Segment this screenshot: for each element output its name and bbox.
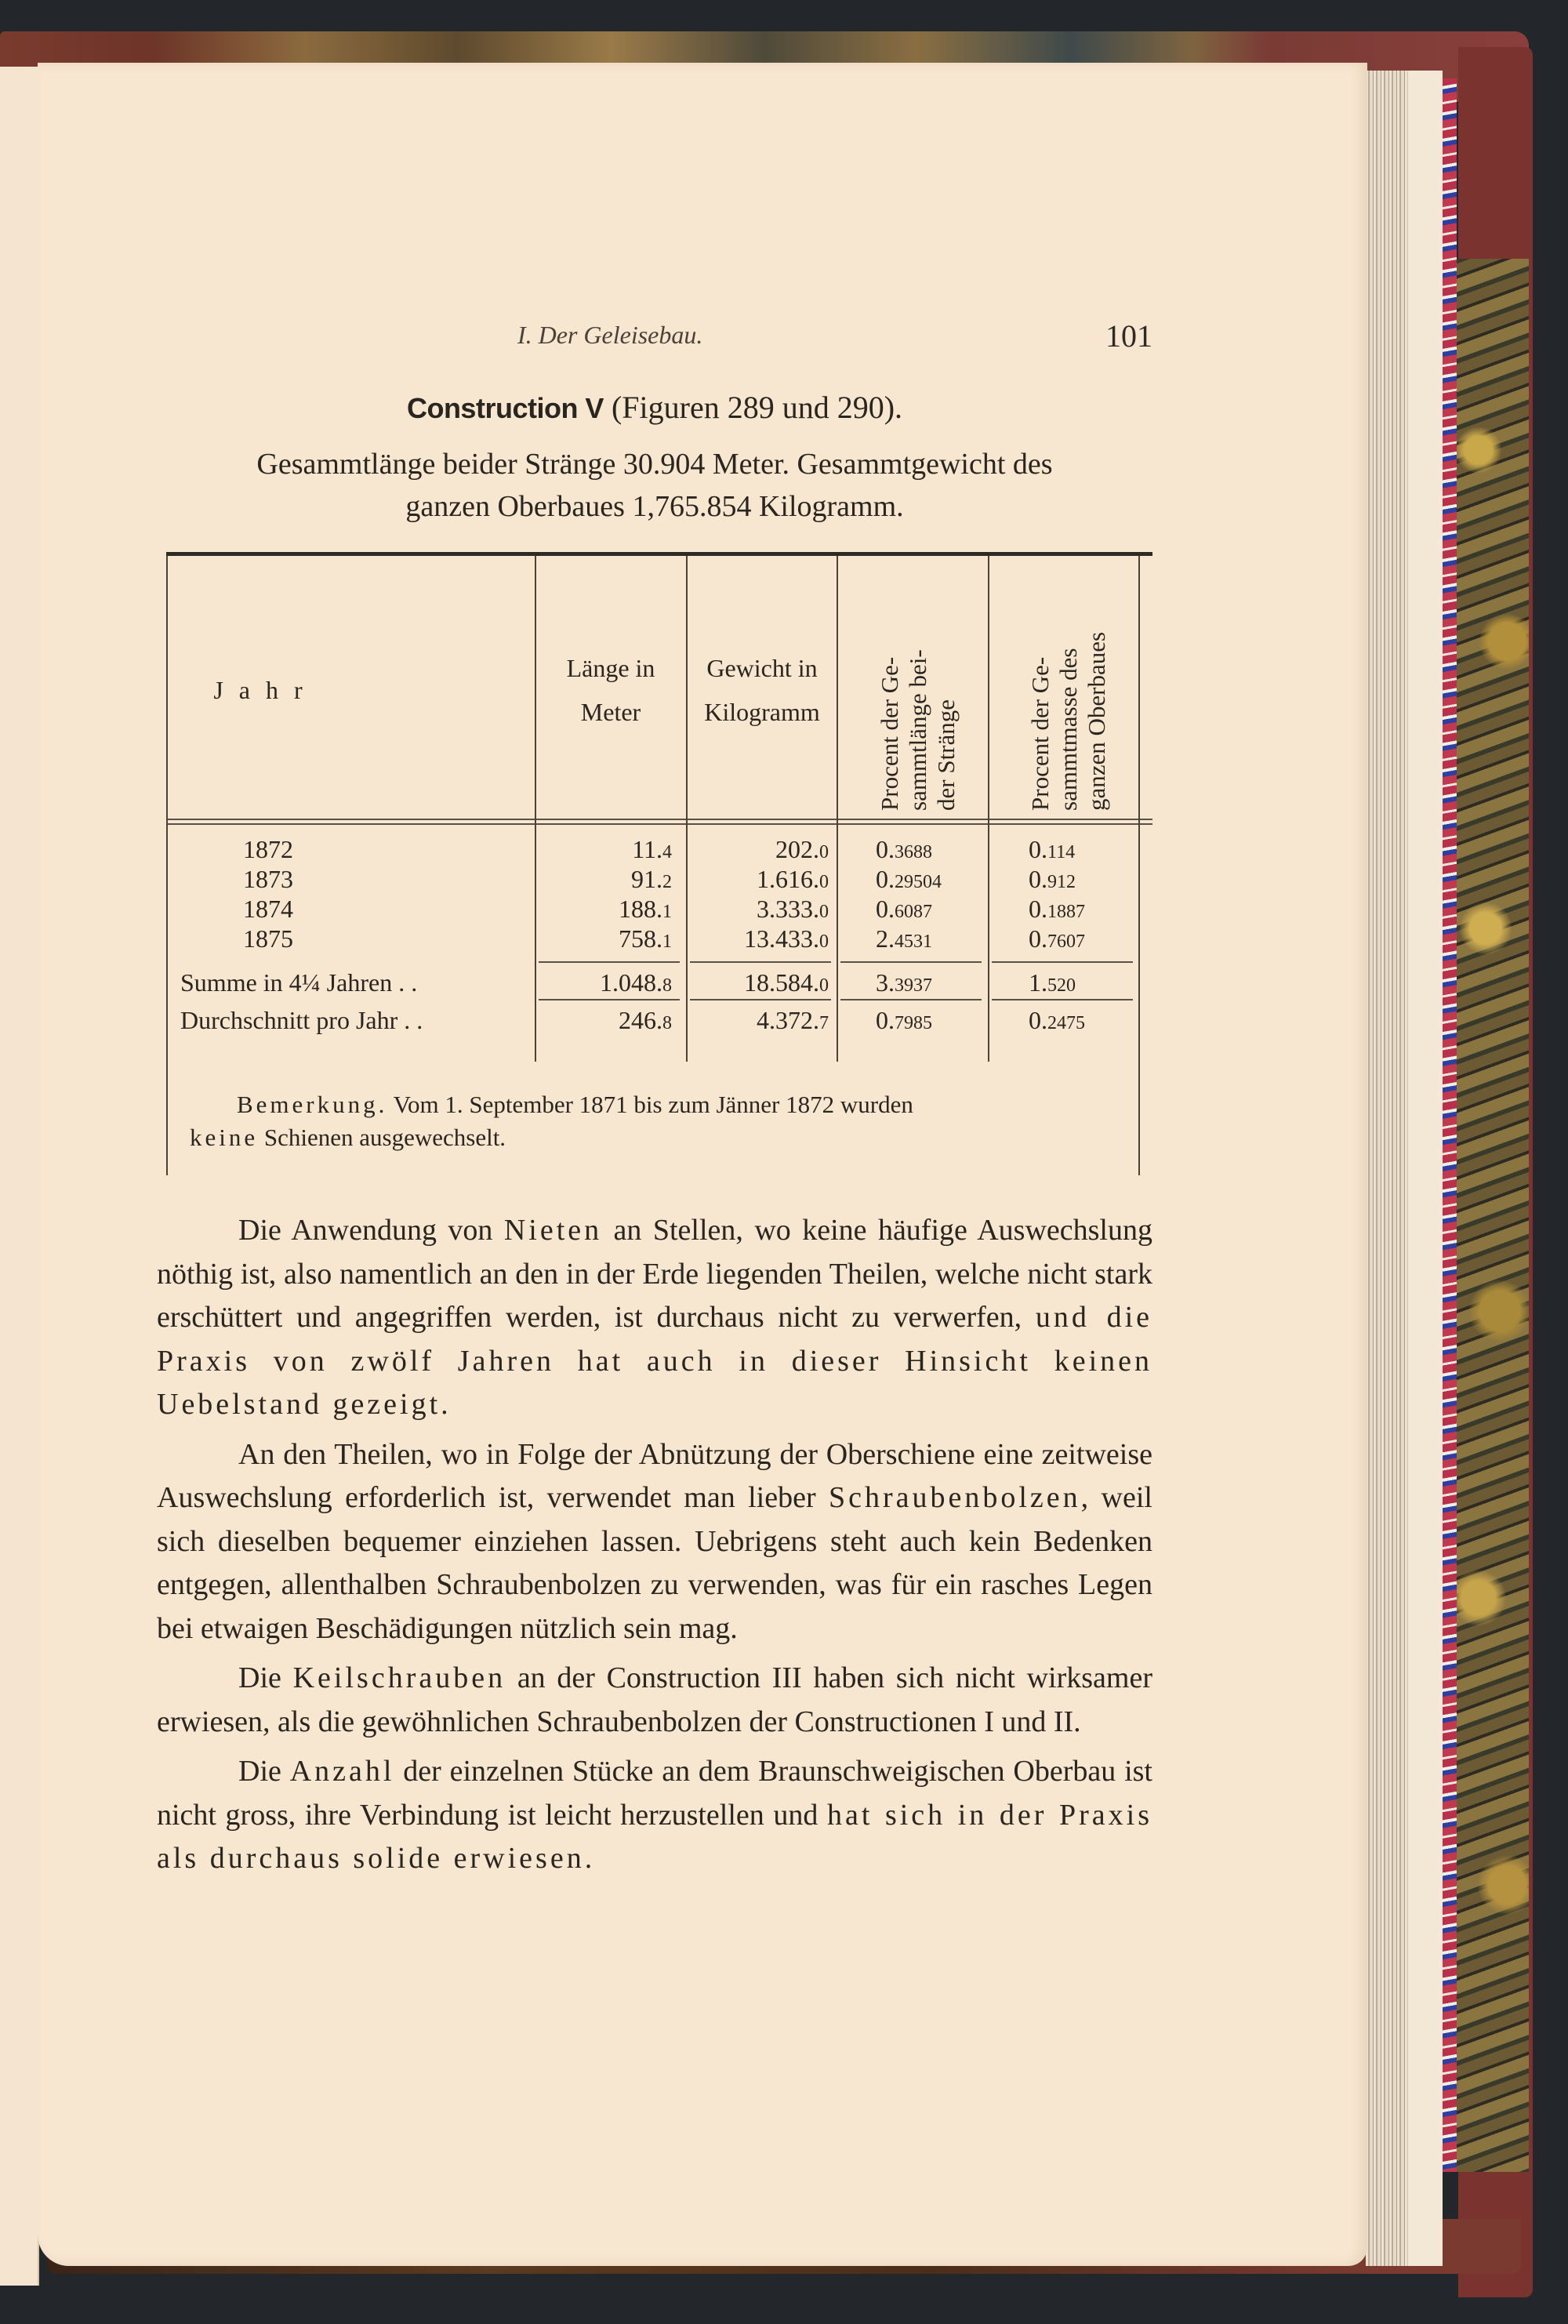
value-decimal: 7607 [1047,931,1085,952]
pct-mass-cell [1029,834,1075,867]
weight-cell [757,894,829,927]
value-decimal: 8 [662,975,672,996]
value-decimal: 4 [662,842,672,862]
length-cell [619,924,672,957]
header-separator-2 [166,823,1152,825]
value-integer: 202. [775,835,819,863]
avg-rule-pct-length [840,999,982,1000]
length-cell [631,864,672,897]
running-head-title: I. Der Geleisebau. [517,321,703,349]
col-divider-3 [837,556,838,1062]
value-decimal: 1 [662,931,672,952]
paragraph-text: an Stellen, wo keine häufige Auswechslung nöthig ist, also namentlich an den in der Erde liegenden Theilen, welche nicht stark erschüttert und angegriffen werden, ist durchaus nicht zu verwerfen, [157,1214,1152,1334]
note-label: Bemerkung. [237,1091,388,1118]
value-integer: 188. [619,895,662,923]
pct-mass-cell [1029,924,1085,957]
value-decimal: 8 [662,1013,672,1033]
header-separator [166,819,1152,820]
value-decimal: 4531 [895,931,932,952]
weight-cell [775,834,829,867]
avg-rule-weight [690,999,831,1000]
value-integer: 4.372. [757,1006,819,1034]
header-weight-line-2: Kilogramm [704,698,820,726]
section-title-rest: (Figuren 289 und 290). [603,390,903,425]
value-integer: 0. [876,865,895,893]
value-integer: 0. [1029,924,1047,953]
emphasized-text: Anzahl [289,1755,395,1788]
paragraph-text: An den Theilen, wo in Folge der Abnützung der Oberschiene eine zeitweise Auswechslung erforderlich ist, verwendet man lieber [157,1437,1152,1514]
avg-rule-length [539,999,680,1000]
header-pct-mass-line-3: ganzen Oberbaues [1083,631,1110,811]
paragraph-text: . [441,1388,448,1421]
header-pct-length-line-1: Procent der Ge- [876,656,903,811]
note-spaced-word: keine [190,1124,259,1151]
value-decimal: 0 [819,842,829,862]
emphasized-text: und die Praxis von zwölf Jahren hat auch in dieser Hinsicht keinen Uebelstand gezeigt [157,1301,1152,1421]
value-decimal: 3688 [895,842,932,862]
value-decimal: 0 [819,931,829,952]
col-divider-2 [686,556,688,1062]
pct-len-cell [876,834,932,867]
body-text [157,1209,1152,1881]
emphasized-text: Nieten [503,1214,603,1247]
paragraph-text: an der Construction III haben sich nicht wirksamer erwiesen, als die gewöhnlichen Schraubenbolzen der Constructionen I und II. [157,1661,1152,1738]
pct-len-cell [876,1005,932,1038]
col-divider-1 [535,556,536,1062]
pct-mass-cell [1029,864,1076,897]
paragraph [157,1657,1152,1744]
header-weight [688,646,837,734]
value-integer: 0. [1029,1006,1047,1034]
length-cell [619,894,672,927]
value-decimal: 1887 [1047,902,1085,922]
header-length-line-2: Meter [580,698,641,726]
weight-cell [757,1005,829,1038]
weight-cell [744,968,829,1000]
header-weight-line-1: Gewicht in [706,654,818,682]
table-top-rule [166,552,1152,556]
value-integer: 0. [1029,895,1047,923]
paragraph-text: Die Anwendung von [238,1214,504,1247]
value-decimal: 6087 [895,902,932,922]
summary-line-2: ganzen Oberbaues 1,765.854 Kilogramm. [405,490,904,523]
weight-cell [757,864,829,897]
value-decimal: 114 [1047,842,1076,862]
value-integer: 0. [876,835,895,863]
emphasized-text: Keilschrauben [292,1661,506,1694]
note-text-2: Schienen ausgewechselt. [258,1124,506,1151]
value-integer: 246. [619,1006,662,1034]
row-label: Summe in 4¼ Jahren . . [180,968,418,997]
value-integer: 758. [619,924,662,953]
year-cell: 1872 [243,835,293,863]
length-cell [619,1005,672,1038]
running-head [517,318,1152,357]
pct-mass-cell [1029,1005,1085,1038]
header-pct-mass-line-2: sammtmasse des [1054,648,1082,811]
value-integer: 0. [1029,865,1047,893]
value-decimal: 7 [819,1013,829,1033]
avg-rule-pct-mass [992,999,1133,1000]
paragraph-text: Die [238,1661,293,1694]
marbled-cover-panel [1457,259,1529,2172]
value-integer: 0. [876,1006,895,1034]
length-cell [632,834,672,867]
value-integer: 11. [632,835,662,863]
value-integer: 1. [1029,968,1047,997]
value-integer: 2. [876,924,895,953]
length-cell [600,968,672,1000]
left-page-edge [0,67,39,2286]
value-integer: 1.616. [757,865,819,893]
header-pct-length [876,649,960,811]
col-divider-4 [988,556,989,1062]
value-integer: 91. [631,865,662,893]
pct-len-cell [876,864,942,897]
sum-rule-pct-length [840,961,982,963]
header-pct-length-line-2: sammtlänge bei- [904,649,931,811]
paragraphs [157,1209,1152,1881]
value-decimal: 7985 [895,1013,932,1033]
header-pct-mass-line-1: Procent der Ge- [1026,656,1054,811]
header-length-line-1: Länge in [566,654,655,682]
value-decimal: 0 [819,872,829,892]
year-cell: 1874 [243,895,293,923]
pct-mass-cell [1029,968,1076,1000]
page-stack [1366,71,1443,2266]
table-note [190,1088,1131,1154]
section-summary [157,443,1152,528]
pct-len-cell [876,968,932,1000]
header-year: J a h r [213,676,307,704]
sum-rule-weight [690,961,831,963]
value-decimal: 912 [1047,872,1076,892]
table-right-border [1138,556,1140,1175]
row-label: Durchschnitt pro Jahr . . [180,1006,423,1034]
section-title-bold: Construction V [406,392,604,424]
value-decimal: 29504 [895,872,942,892]
paragraph-text: , weil sich dieselben bequemer einziehen lassen. Uebrigens steht auch kein Bedenken entgegen, allenthalben Schraubenbolzen zu verwenden, was für ein rasches Legen bei etwaigen Beschädigungen nützlich sein mag. [157,1481,1152,1645]
paragraph-text: der einzelnen Stücke an dem Braunschweigischen Oberbau ist nicht gross, ihre Verbindung ist leicht herzustellen und [157,1755,1152,1832]
value-decimal: 520 [1047,975,1076,996]
sum-rule-pct-mass [992,961,1133,963]
pct-len-cell [876,924,932,957]
pct-len-cell [876,894,932,927]
header-length [536,646,685,734]
header-pct-mass [1026,632,1111,811]
statistics-table [166,552,1152,1179]
paragraph-text: Die [238,1755,290,1788]
section-title [157,389,1152,426]
value-decimal: 0 [819,975,829,996]
year-cell: 1873 [243,865,293,893]
emphasized-text: hat sich in der Praxis als durchaus solide erwiesen [157,1798,1152,1875]
paragraph-text: . [584,1842,593,1875]
year-cell: 1875 [243,924,293,953]
header-pct-length-line-3: der Stränge [932,699,960,811]
emphasized-text: Schraubenbolzen [828,1481,1081,1514]
value-integer: 0. [1029,835,1047,863]
value-decimal: 1 [662,902,672,922]
value-integer: 3.333. [757,895,819,923]
value-decimal: 0 [819,902,829,922]
summary-line-1: Gesammtlänge beider Stränge 30.904 Meter. Gesammtgewicht des [256,448,1053,481]
value-decimal: 2475 [1047,1013,1085,1033]
paragraph [157,1433,1152,1651]
value-integer: 3. [876,968,895,997]
value-integer: 1.048. [600,968,662,997]
pct-mass-cell [1029,894,1085,927]
note-text: Vom 1. September 1871 bis zum Jänner 1872 wurden [387,1091,913,1118]
page-number: 101 [1105,318,1152,354]
sum-rule-length [539,961,680,963]
value-decimal: 2 [662,872,672,892]
paragraph [157,1209,1152,1427]
value-integer: 0. [876,895,895,923]
marbled-page-edge [1441,78,1457,2172]
value-integer: 18.584. [744,968,819,997]
weight-cell [744,924,829,957]
paragraph [157,1750,1152,1881]
value-integer: 13.433. [744,924,819,953]
value-decimal: 3937 [895,975,932,996]
